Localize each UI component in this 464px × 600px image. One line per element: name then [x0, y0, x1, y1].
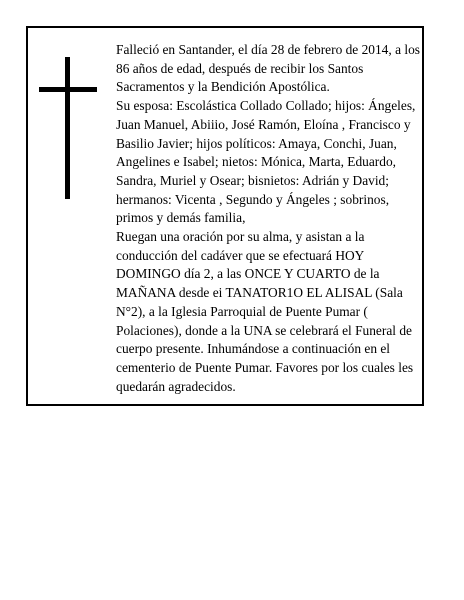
cross-icon: [39, 57, 97, 199]
cross-vertical-bar: [65, 57, 70, 199]
funeral-details-paragraph: Ruegan una oración por su alma, y asistan a la conducción del cadáver que se efectuará HOY DOMINGO día 2, a las ONCE Y CUARTO de la MAÑANA desde ei TANATOR1O EL ALISAL (Sala N°2), a la Iglesia Parroquial de Puente Pumar ( Polaciones), donde a la UNA se celebrará el Funeral de cuerpo presente. Inhumándose a continuación en el cementerio de Puente Pumar. Favores por los cuales les quedarán agradecidos.: [116, 229, 414, 394]
death-notice-text: [116, 41, 420, 396]
death-announcement-paragraph: Falleció en Santander, el día 28 de febrero de 2014, a los 86 años de edad, después de recibir los Santos Sacramentos y la Bendición Apostólica.: [116, 42, 420, 95]
death-notice-frame: [26, 26, 424, 406]
family-list-paragraph: Su esposa: Escolástica Collado Collado; hijos: Ángeles, Juan Manuel, Abiiio, José Ramón, Eloína , Francisco y Basilio Javier; hijos políticos: Amaya, Conchi, Juan, Angelines e Isabel; nietos: Mónica, Marta, Eduardo, Sandra, Muriel y Osear; bisnietos: Adrián y David; hermanos: Vicenta , Segundo y Ángeles ; sobrinos, primos y demás familia,: [116, 98, 416, 226]
cross-horizontal-bar: [39, 87, 97, 92]
